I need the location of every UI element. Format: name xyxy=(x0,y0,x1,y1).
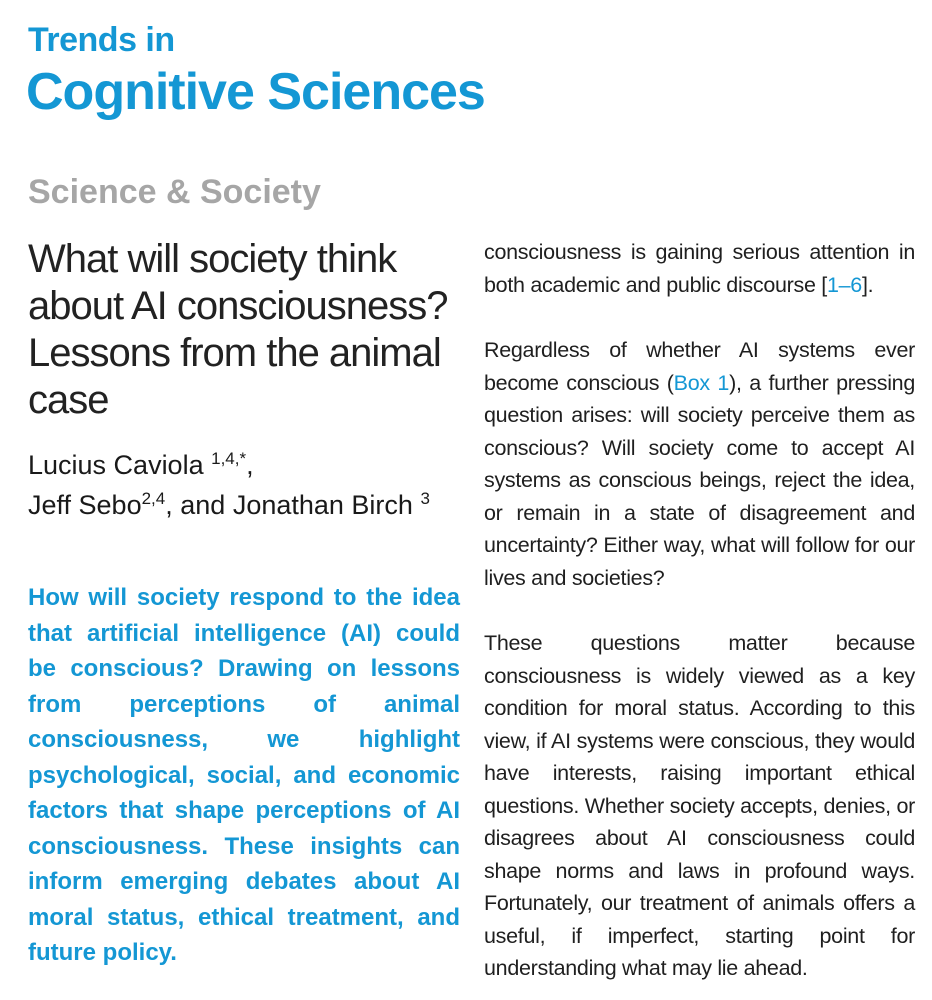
paragraph-text: ]. xyxy=(861,272,874,297)
abstract: How will society respond to the idea that artificial intelligence (AI) could be conscious? Drawing on lessons from perceptions of animal consciousness, we highlight psychological, social, and economic factors that shape perceptions of AI consciousness. These insights can inform emerging debates about AI moral status, ethical treatment, and future policy. xyxy=(28,584,460,966)
author-name[interactable]: Jeff Sebo xyxy=(28,490,142,520)
author-affiliation: 1,4,* xyxy=(211,449,247,468)
citation-link[interactable]: 1–6 xyxy=(826,272,862,297)
box-link[interactable]: Box 1 xyxy=(673,370,730,395)
body-paragraph xyxy=(484,334,915,594)
section-heading: Science & Society xyxy=(28,173,321,211)
journal-name-line1: Trends in xyxy=(28,21,175,59)
author-name[interactable]: Jonathan Birch xyxy=(232,490,413,520)
body-paragraph xyxy=(484,236,915,301)
article-title: What will society think about AI consciousness? Lessons from the animal case xyxy=(28,237,448,422)
body-paragraph: These questions matter because consciousness is widely viewed as a key condition for moral status. According to this view, if AI systems were conscious, they would have interests, raising important ethical questions. Whether society accepts, denies, or disagrees about AI consciousness could shape norms and laws in profound ways. Fortunately, our treatment of animals offers a useful, if imperfect, starting point for understanding what may lie ahead. xyxy=(484,631,915,980)
paragraph-text: Regardless of whether AI systems ever become conscious ( xyxy=(484,338,915,395)
author-separator: , xyxy=(246,450,254,480)
author-affiliation: 3 xyxy=(420,489,430,508)
author-affiliation: 2,4 xyxy=(141,489,166,508)
paragraph-text: ), a further pressing question arises: will society perceive them as conscious? Will society come to accept AI systems as conscious beings, reject the idea, or remain in a state of disagreement and uncertainty? Either way, what will follow for our lives and societies? xyxy=(484,370,915,590)
paragraph-text: consciousness is gaining serious attention in both academic and public discourse [ xyxy=(484,240,915,297)
author-name[interactable]: Lucius Caviola xyxy=(28,450,204,480)
author-separator: , and xyxy=(165,490,226,520)
author-list xyxy=(28,442,468,522)
journal-name-line2: Cognitive Sciences xyxy=(26,63,485,121)
